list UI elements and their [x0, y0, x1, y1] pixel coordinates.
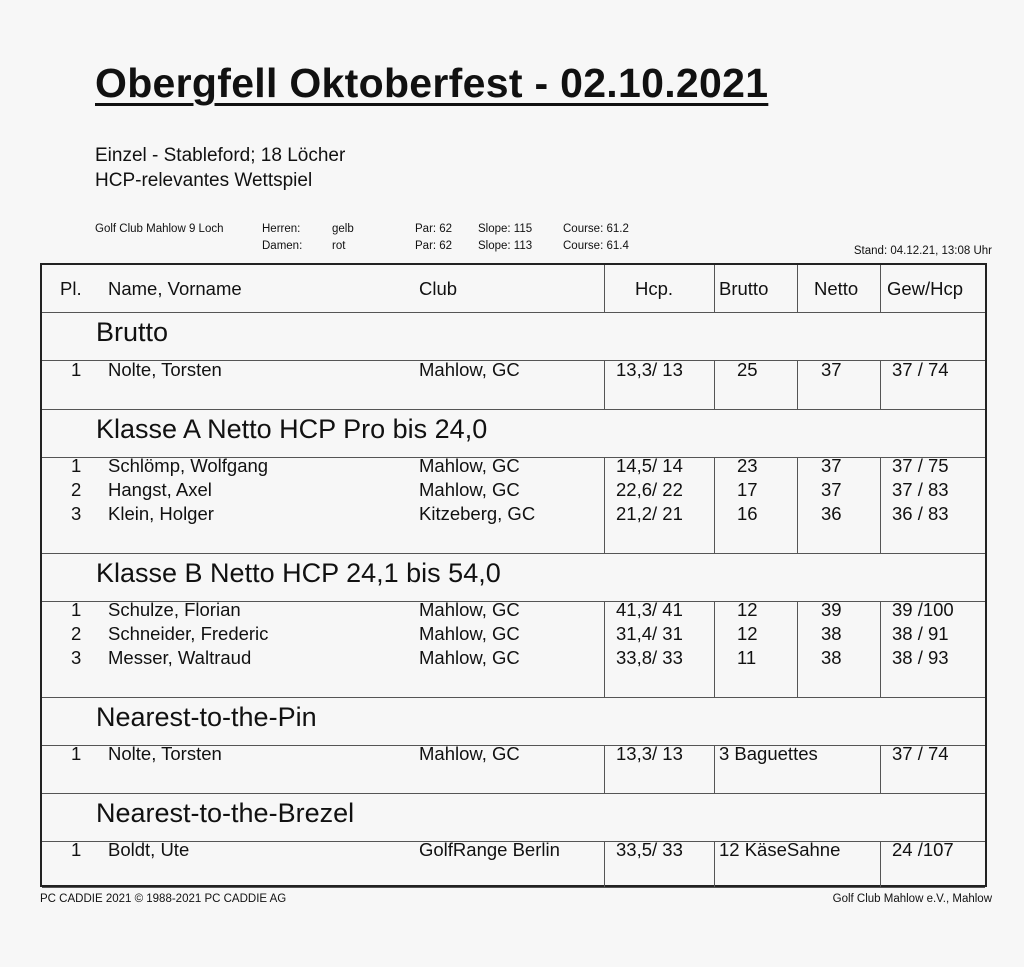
- column-divider: [797, 457, 798, 553]
- row-placement: 1: [71, 743, 82, 764]
- row-hcp: 33,5/ 33: [616, 839, 683, 860]
- column-divider: [880, 841, 881, 887]
- damen-par: Par: 62: [415, 240, 453, 252]
- row-placement: 2: [71, 479, 82, 500]
- row-brutto: 17: [737, 479, 758, 500]
- subtitle-hcp: HCP-relevantes Wettspiel: [95, 170, 313, 191]
- row-gew-hcp: 39 /100: [892, 599, 954, 620]
- row-club: Mahlow, GC: [419, 623, 520, 644]
- column-divider: [604, 601, 605, 697]
- row-placement: 1: [71, 359, 82, 380]
- row-name: Schulze, Florian: [108, 599, 241, 620]
- header-netto: Netto: [814, 278, 859, 299]
- header-club: Club: [419, 278, 458, 299]
- row-prize: 12 KäseSahne: [719, 839, 841, 860]
- section-title: Nearest-to-the-Brezel: [96, 798, 355, 828]
- row-name: Messer, Waltraud: [108, 647, 252, 668]
- row-club: Mahlow, GC: [419, 479, 520, 500]
- column-divider: [880, 745, 881, 793]
- row-name: Schneider, Frederic: [108, 623, 269, 644]
- results-table: [40, 263, 987, 887]
- row-gew-hcp: 37 / 75: [892, 455, 949, 476]
- herren-label: Herren:: [262, 223, 301, 235]
- row-netto: 37: [821, 359, 842, 380]
- column-divider: [880, 265, 881, 312]
- section-title: Klasse B Netto HCP 24,1 bis 54,0: [96, 558, 501, 588]
- row-hcp: 33,8/ 33: [616, 647, 683, 668]
- row-placement: 1: [71, 599, 82, 620]
- subtitle-format: Einzel - Stableford; 18 Löcher: [95, 145, 346, 166]
- header-pl: Pl.: [60, 278, 82, 299]
- course-club: Golf Club Mahlow 9 Loch: [95, 223, 224, 235]
- column-divider: [604, 265, 605, 312]
- row-name: Nolte, Torsten: [108, 359, 222, 380]
- row-club: Mahlow, GC: [419, 743, 520, 764]
- header-name: Name, Vorname: [108, 278, 242, 299]
- column-divider: [880, 360, 881, 409]
- header-divider: [42, 312, 985, 313]
- herren-tee: gelb: [332, 223, 354, 235]
- page-title: Obergfell Oktoberfest - 02.10.2021: [95, 60, 769, 106]
- row-hcp: 31,4/ 31: [616, 623, 683, 644]
- row-hcp: 41,3/ 41: [616, 599, 683, 620]
- column-divider: [714, 745, 715, 793]
- row-club: Mahlow, GC: [419, 647, 520, 668]
- row-brutto: 12: [737, 623, 758, 644]
- row-gew-hcp: 37 / 83: [892, 479, 949, 500]
- row-divider: [42, 887, 985, 888]
- column-divider: [797, 265, 798, 312]
- row-club: GolfRange Berlin: [419, 839, 560, 860]
- row-brutto: 25: [737, 359, 758, 380]
- row-gew-hcp: 36 / 83: [892, 503, 949, 524]
- damen-tee: rot: [332, 240, 346, 252]
- row-netto: 37: [821, 455, 842, 476]
- section-title: Klasse A Netto HCP Pro bis 24,0: [96, 414, 488, 444]
- damen-slope: Slope: 113: [478, 240, 533, 252]
- column-divider: [797, 360, 798, 409]
- row-gew-hcp: 38 / 91: [892, 623, 949, 644]
- row-netto: 36: [821, 503, 842, 524]
- row-club: Mahlow, GC: [419, 455, 520, 476]
- row-placement: 1: [71, 839, 82, 860]
- row-placement: 3: [71, 503, 82, 524]
- row-netto: 38: [821, 623, 842, 644]
- row-netto: 39: [821, 599, 842, 620]
- footer-right: Golf Club Mahlow e.V., Mahlow: [832, 893, 992, 905]
- header-brutto: Brutto: [719, 278, 769, 299]
- herren-slope: Slope: 115: [478, 223, 533, 235]
- herren-par: Par: 62: [415, 223, 453, 235]
- row-name: Boldt, Ute: [108, 839, 190, 860]
- footer-left: PC CADDIE 2021 © 1988-2021 PC CADDIE AG: [40, 893, 287, 905]
- column-divider: [604, 745, 605, 793]
- row-hcp: 13,3/ 13: [616, 359, 683, 380]
- row-gew-hcp: 38 / 93: [892, 647, 949, 668]
- section-title: Nearest-to-the-Pin: [96, 702, 317, 732]
- damen-course: Course: 61.4: [563, 240, 629, 252]
- damen-label: Damen:: [262, 240, 303, 252]
- stand-timestamp: Stand: 04.12.21, 13:08 Uhr: [853, 245, 992, 257]
- row-club: Mahlow, GC: [419, 599, 520, 620]
- row-divider: [42, 409, 985, 410]
- row-gew-hcp: 24 /107: [892, 839, 954, 860]
- row-name: Hangst, Axel: [108, 479, 212, 500]
- header-hcp: Hcp.: [635, 278, 674, 299]
- row-brutto: 16: [737, 503, 758, 524]
- row-divider: [42, 697, 985, 698]
- row-prize: 3 Baguettes: [719, 743, 818, 764]
- column-divider: [604, 457, 605, 553]
- column-divider: [714, 841, 715, 887]
- row-netto: 37: [821, 479, 842, 500]
- row-hcp: 22,6/ 22: [616, 479, 683, 500]
- row-placement: 2: [71, 623, 82, 644]
- header-gew-hcp: Gew/Hcp: [887, 278, 964, 299]
- column-divider: [714, 457, 715, 553]
- row-name: Nolte, Torsten: [108, 743, 222, 764]
- column-divider: [714, 265, 715, 312]
- row-brutto: 11: [737, 647, 757, 668]
- row-hcp: 14,5/ 14: [616, 455, 683, 476]
- row-club: Mahlow, GC: [419, 359, 520, 380]
- row-gew-hcp: 37 / 74: [892, 743, 949, 764]
- row-divider: [42, 553, 985, 554]
- column-divider: [604, 360, 605, 409]
- herren-course: Course: 61.2: [563, 223, 629, 235]
- column-divider: [797, 601, 798, 697]
- column-divider: [714, 360, 715, 409]
- column-divider: [604, 841, 605, 887]
- row-placement: 3: [71, 647, 82, 668]
- row-name: Schlömp, Wolfgang: [108, 455, 269, 476]
- column-divider: [880, 457, 881, 553]
- row-brutto: 12: [737, 599, 758, 620]
- row-club: Kitzeberg, GC: [419, 503, 536, 524]
- row-name: Klein, Holger: [108, 503, 214, 524]
- column-divider: [880, 601, 881, 697]
- row-netto: 38: [821, 647, 842, 668]
- row-gew-hcp: 37 / 74: [892, 359, 949, 380]
- row-hcp: 21,2/ 21: [616, 503, 683, 524]
- row-brutto: 23: [737, 455, 758, 476]
- section-title: Brutto: [96, 317, 169, 347]
- column-divider: [714, 601, 715, 697]
- row-placement: 1: [71, 455, 82, 476]
- row-hcp: 13,3/ 13: [616, 743, 683, 764]
- row-divider: [42, 793, 985, 794]
